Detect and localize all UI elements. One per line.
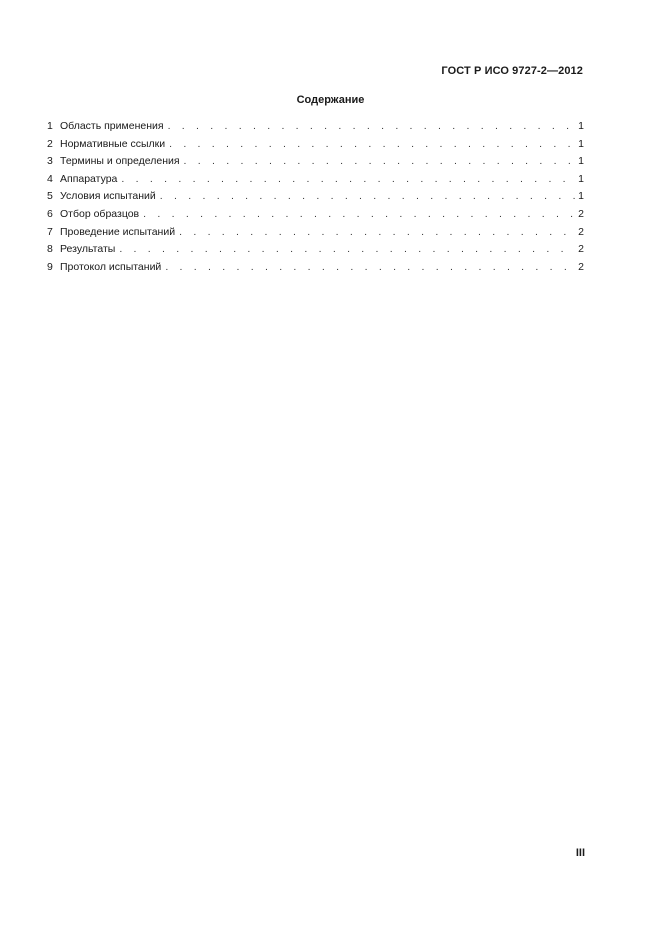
toc-item-number: 9	[47, 260, 53, 273]
toc-item-label: Область применения	[60, 120, 164, 132]
toc-item-test-conditions[interactable]	[47, 190, 584, 208]
toc-item-test-report[interactable]	[47, 261, 584, 279]
toc-item-page: 1	[578, 190, 584, 203]
toc-item-number: 7	[47, 225, 53, 238]
toc-leader-dots	[143, 208, 575, 220]
toc-item-label: Проведение испытаний	[60, 225, 176, 238]
toc-item-page: 2	[578, 225, 584, 238]
toc-item-page: 2	[578, 243, 584, 256]
toc-item-results[interactable]	[47, 243, 584, 261]
toc-item-label: Результаты	[60, 243, 116, 256]
toc-item-page: 1	[578, 120, 584, 132]
toc-item-sampling[interactable]	[47, 208, 584, 226]
toc-leader-dots	[168, 120, 575, 132]
toc-leader-dots	[165, 261, 575, 273]
toc-item-label: Условия испытаний	[60, 190, 156, 203]
toc-leader-dots	[169, 138, 575, 150]
toc-item-label: Аппаратура	[60, 172, 118, 185]
toc-item-page: 1	[578, 172, 584, 185]
toc-leader-dots	[179, 226, 575, 238]
toc-title: Содержание	[296, 94, 365, 106]
toc-item-number: 5	[47, 190, 53, 203]
toc-item-terms[interactable]	[47, 155, 584, 173]
toc-item-page: 2	[578, 207, 584, 220]
toc-leader-dots	[184, 155, 575, 167]
toc-item-label: Протокол испытаний	[60, 260, 162, 273]
toc-leader-dots	[119, 243, 575, 255]
toc-item-number: 3	[47, 155, 53, 168]
toc-leader-dots	[160, 190, 575, 202]
toc-item-scope[interactable]	[47, 120, 584, 138]
toc-item-label: Нормативные ссылки	[60, 137, 166, 150]
toc-item-normative-references[interactable]	[47, 138, 584, 156]
toc-leader-dots	[121, 173, 575, 185]
toc-item-page: 1	[578, 137, 584, 150]
toc-item-page: 2	[578, 260, 584, 273]
toc-item-page: 1	[578, 155, 584, 168]
table-of-contents	[47, 120, 584, 278]
toc-item-number: 8	[47, 243, 53, 256]
toc-item-label: Термины и определения	[60, 155, 180, 168]
page-number: III	[575, 847, 585, 859]
toc-item-test-procedure[interactable]	[47, 226, 584, 244]
toc-item-number: 1	[47, 120, 53, 132]
toc-item-label: Отбор образцов	[60, 207, 140, 220]
toc-item-number: 4	[47, 172, 53, 185]
toc-item-number: 2	[47, 137, 53, 150]
toc-item-number: 6	[47, 207, 53, 220]
toc-item-apparatus[interactable]	[47, 173, 584, 191]
document-code: ГОСТ Р ИСО 9727-2—2012	[441, 65, 583, 77]
